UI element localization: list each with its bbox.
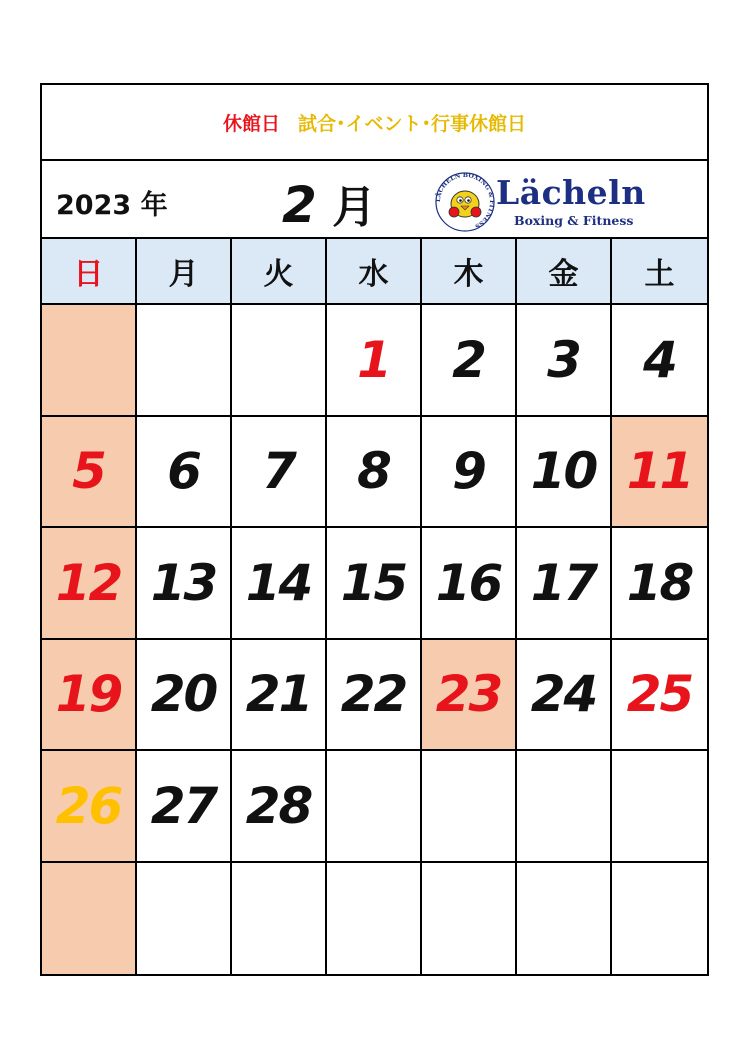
weekday-header: 木 (422, 239, 517, 305)
month-label (282, 171, 376, 235)
legend-event-closed: 試合･イベント･行事休館日 (298, 112, 527, 135)
year-label (56, 183, 168, 222)
day-number: 19 (55, 665, 122, 724)
day-number: 6 (167, 442, 200, 501)
year-unit: 年 (140, 190, 168, 221)
day-cell (137, 305, 232, 417)
day-cell (517, 305, 612, 417)
weekday-header: 日 (42, 239, 137, 305)
day-number: 1 (357, 330, 390, 389)
calendar-grid (42, 239, 707, 974)
day-cell (422, 528, 517, 640)
legend-closed: 休館日 (222, 112, 280, 135)
day-number: 17 (530, 553, 597, 612)
day-cell (42, 305, 137, 417)
month-unit: 月 (332, 182, 377, 233)
day-cell (137, 417, 232, 529)
day-cell (137, 640, 232, 752)
month-value: 2 (282, 176, 317, 234)
year-value: 2023 (56, 190, 132, 221)
logo-subtitle: Boxing & Fitness (514, 213, 634, 228)
day-cell (517, 863, 612, 975)
day-cell (422, 640, 517, 752)
day-cell (327, 528, 422, 640)
day-cell (422, 305, 517, 417)
day-number: 23 (435, 665, 502, 724)
day-number: 5 (72, 442, 105, 501)
weekday-header: 水 (327, 239, 422, 305)
day-number: 13 (150, 553, 217, 612)
day-cell (327, 640, 422, 752)
day-cell (232, 751, 327, 863)
day-cell (422, 751, 517, 863)
day-cell (517, 751, 612, 863)
day-number: 3 (547, 330, 580, 389)
logo-ring-text: LÄCHELN BOXING & FITNESS (434, 171, 496, 230)
day-cell (612, 305, 707, 417)
calendar-frame (40, 83, 709, 976)
day-number: 4 (643, 330, 676, 389)
day-cell (327, 417, 422, 529)
day-cell (232, 863, 327, 975)
day-number: 27 (150, 776, 217, 835)
day-cell (612, 751, 707, 863)
legend-row (42, 85, 707, 161)
day-cell (42, 528, 137, 640)
day-number: 20 (150, 665, 217, 724)
day-number: 12 (55, 553, 122, 612)
day-cell (42, 417, 137, 529)
day-number: 8 (357, 442, 390, 501)
day-cell (612, 640, 707, 752)
logo-name: Lächeln (496, 173, 646, 212)
gym-logo (434, 167, 684, 233)
day-cell (137, 751, 232, 863)
day-cell (422, 417, 517, 529)
day-cell (422, 863, 517, 975)
day-cell (327, 305, 422, 417)
day-cell (232, 305, 327, 417)
day-number: 21 (245, 665, 312, 724)
day-cell (327, 863, 422, 975)
day-cell (232, 640, 327, 752)
day-cell (612, 417, 707, 529)
day-cell (517, 417, 612, 529)
day-cell (327, 751, 422, 863)
boxing-chick-logo-icon (434, 171, 496, 233)
weekday-header: 土 (612, 239, 707, 305)
title-row (42, 161, 707, 239)
day-cell (42, 863, 137, 975)
day-cell (232, 417, 327, 529)
day-cell (232, 528, 327, 640)
day-number: 26 (55, 776, 122, 835)
day-number: 10 (530, 442, 597, 501)
day-number: 15 (340, 553, 407, 612)
day-number: 18 (626, 553, 693, 612)
day-cell (137, 863, 232, 975)
day-number: 22 (340, 665, 407, 724)
day-number: 7 (262, 442, 295, 501)
day-cell (612, 863, 707, 975)
weekday-header: 金 (517, 239, 612, 305)
day-number: 24 (530, 665, 597, 724)
day-number: 28 (245, 776, 312, 835)
day-cell (517, 640, 612, 752)
day-cell (612, 528, 707, 640)
weekday-header: 月 (137, 239, 232, 305)
day-cell (517, 528, 612, 640)
day-cell (137, 528, 232, 640)
day-number: 2 (452, 330, 485, 389)
day-number: 14 (245, 553, 312, 612)
day-number: 11 (626, 442, 693, 501)
weekday-header: 火 (232, 239, 327, 305)
day-cell (42, 751, 137, 863)
day-number: 16 (435, 553, 502, 612)
day-number: 25 (626, 665, 693, 724)
day-number: 9 (452, 442, 485, 501)
day-cell (42, 640, 137, 752)
